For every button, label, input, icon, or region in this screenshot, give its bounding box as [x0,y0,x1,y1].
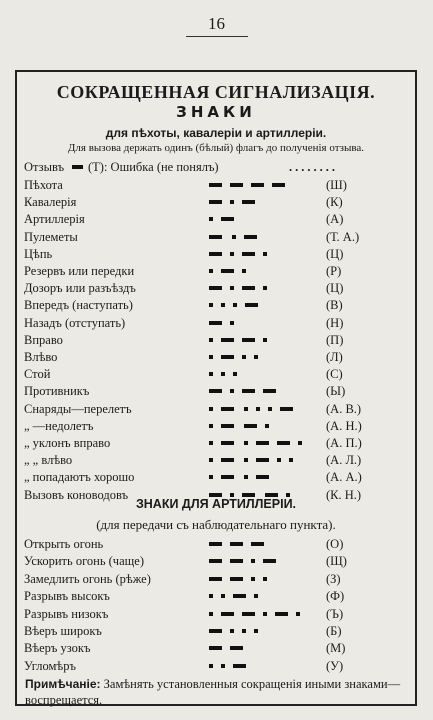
signal-label: Назадъ (отступать) [24,315,126,330]
signal-dot [209,355,213,359]
signal-label: Вѣеръ узокъ [24,641,91,656]
signal-code: (Л) [326,350,343,364]
signal-dot [221,303,225,307]
signal-label: Угломѣръ [24,658,76,673]
signal-dash [230,542,243,546]
signal-dot [265,424,269,428]
signal-code: (Ф) [326,589,345,604]
signal-dot [263,338,267,342]
signal-dash [209,493,222,497]
signal-label: Впередъ (наступать) [24,298,133,313]
signal-pattern [209,612,319,616]
signal-label: „ попадаютъ хорошо [24,470,135,485]
signal-dash [277,441,290,445]
signal-dot [209,372,213,376]
otzyv-text: (Т): Ошибка (не понялъ) [88,160,219,174]
signal-dot [232,235,236,239]
signal-code: (Н) [326,315,344,330]
signal-dash [221,407,234,411]
signal-pattern [209,493,319,497]
signal-pattern [209,664,319,668]
signal-dash [221,458,234,462]
signal-dot [209,424,213,428]
signal-dot [244,407,248,411]
signal-dot [233,303,237,307]
signal-dash [209,559,222,563]
signal-dot [242,269,246,273]
call-note: Для вызова держать одинъ (бѣлый) флагъ до полученія отзыва. [67,142,365,154]
signal-label: Вызовъ коноводовъ [24,487,129,502]
signal-dash [233,594,246,598]
signal-dash [221,217,234,221]
signal-dash [230,559,243,563]
signal-code: (А. А.) [326,470,362,485]
signal-dot [289,458,293,462]
signal-label: Стой [24,367,51,382]
signal-dash [209,183,222,187]
signal-dash [221,612,234,616]
signal-table-frame [15,70,417,706]
signal-dot [230,286,234,290]
signal-dot [263,252,267,256]
signal-dot [230,252,234,256]
signal-dash [263,559,276,563]
signal-dash [280,407,293,411]
signal-dot [268,407,272,411]
signal-label: Вѣеръ широкъ [24,624,102,638]
signal-dash [242,252,255,256]
signal-dot [254,355,258,359]
signal-dash [256,441,269,445]
signal-pattern [209,183,319,187]
signal-pattern [209,235,319,239]
signal-dash [230,183,243,187]
signal-pattern [209,646,319,650]
signal-code: (С) [326,367,343,382]
signal-dash [221,441,234,445]
remark-label: Примѣчаніе: [25,677,101,691]
signal-dot [209,269,213,273]
signal-dash [244,235,257,239]
signal-code: (Щ) [326,554,347,569]
signal-pattern [209,252,319,256]
signal-dash [209,252,222,256]
signal-dash [242,286,255,290]
signal-dot [263,286,267,290]
signal-code: (Р) [326,264,342,278]
signal-pattern [209,286,319,290]
signal-dot [251,559,255,563]
signal-dash [209,200,222,204]
signal-dash [244,424,257,428]
artillery-section-title: ЗНАКИ ДЛЯ АРТИЛЛЕРІИ. [135,497,297,511]
signal-pattern [209,594,319,598]
signal-dash [242,493,255,497]
signal-label: Замедлить огонь (рѣже) [24,571,151,586]
signal-dash [209,235,222,239]
signal-dot [263,577,267,581]
signal-pattern [209,200,319,204]
signal-dash [230,646,243,650]
signal-pattern [209,372,319,376]
signal-dot [230,389,234,393]
signal-label: Открыть огонь [24,537,104,551]
signal-dot [221,664,225,668]
signal-dot [221,372,225,376]
signal-dash [221,269,234,273]
otzyv-dots: ........ [289,160,338,174]
signal-dash [263,389,276,393]
signal-label: Противникъ [24,384,90,399]
signal-dot [254,594,258,598]
signal-dash [221,338,234,342]
signal-dash [221,355,234,359]
signal-dash [209,577,222,581]
signal-pattern [209,355,319,359]
signal-dot [244,458,248,462]
signal-label: „ „ влѣво [24,453,73,468]
signal-code: (К. Н.) [326,487,362,502]
page-number-rule [186,36,248,37]
signal-pattern [209,321,319,325]
signal-dash [251,542,264,546]
signal-dot [209,475,213,479]
signal-pattern [209,577,319,581]
signal-code: (Ц) [326,281,344,296]
signal-label: Артиллерія [24,212,85,227]
signal-dot [254,629,258,633]
signal-dot [256,407,260,411]
signal-label: Влѣво [24,350,58,364]
signal-label: Цѣпь [24,246,53,261]
signal-dot [209,594,213,598]
signal-dot [244,441,248,445]
signal-code: (В) [326,298,343,313]
signal-dash [209,389,222,393]
signal-dot [209,612,213,616]
signal-dot [251,577,255,581]
signal-pattern [209,303,319,307]
signal-code: (Ш) [326,178,347,192]
signal-code: (Б) [326,624,342,638]
signal-label: Кавалерія [24,195,77,210]
signal-code: (О) [326,537,344,551]
page-title: СОКРАЩЕННАЯ СИГНАЛИЗАЦІЯ. [56,82,376,102]
signal-dash [245,303,258,307]
signal-pattern [209,542,319,546]
signal-code: (Ц) [326,246,344,261]
signal-code: (Ы) [326,384,346,399]
signal-dash [209,542,222,546]
signal-dot [244,475,248,479]
signal-dash [221,424,234,428]
signal-dash [209,286,222,290]
signal-code: (М) [326,641,346,656]
signal-dot [296,612,300,616]
remark-text: Замѣнять установленныя сокращенія иными знаками—воспрещается. [25,677,401,707]
signal-code: (А) [326,212,344,227]
signal-pattern [209,424,319,428]
signal-dot [230,321,234,325]
signal-dash [265,493,278,497]
signal-dash [275,612,288,616]
signal-pattern [209,389,319,393]
signal-dash [242,200,255,204]
signal-code: (Т. А.) [326,229,360,244]
signal-pattern [209,458,319,462]
section-subtitle: для пѣхоты, кавалеріи и артиллеріи. [105,126,327,140]
signal-dash [251,183,264,187]
signal-dash [242,389,255,393]
signal-dash [242,612,255,616]
signal-dot [209,407,213,411]
signal-pattern [209,407,319,411]
signal-dash [242,338,255,342]
signal-code: (З) [326,571,341,586]
signal-dot [230,493,234,497]
signal-dot [263,612,267,616]
signal-dot [298,441,302,445]
signal-code: (А. В.) [326,401,362,416]
signal-dot [209,303,213,307]
signal-label: Разрывъ высокъ [24,589,110,604]
artillery-section-note: (для передачи съ наблюдательнаго пункта). [96,517,336,532]
signal-label: Дозоръ или разъѣздъ [24,281,136,296]
signal-pattern [209,441,319,445]
signal-dash [272,183,285,187]
signal-label: Пѣхота [24,178,63,192]
remark [25,676,409,708]
signal-dot [209,458,213,462]
signal-label: Снаряды—перелетъ [24,401,132,416]
signal-dot [242,629,246,633]
signal-label: „ —недолетъ [24,418,94,433]
signal-dash [221,475,234,479]
signal-pattern [209,269,319,273]
signal-label: Разрывъ низокъ [24,606,109,621]
signal-pattern [209,475,319,479]
signal-code: (К) [326,195,343,210]
page-number: 16 [208,14,225,33]
signal-code: (У) [326,658,344,673]
signal-label: Резервъ или передки [24,264,135,278]
signal-dot [209,664,213,668]
signal-label: Пулеметы [24,229,78,244]
signal-label: Ускорить огонь (чаще) [24,554,144,569]
signal-dash [233,664,246,668]
signal-dash [209,646,222,650]
section-title-signs: ЗНАКИ [176,103,256,121]
signal-dot [230,200,234,204]
signal-pattern [209,629,319,633]
signal-pattern [209,338,319,342]
signal-dot [286,493,290,497]
signal-code: (А. Н.) [326,418,362,433]
signal-dash [209,321,222,325]
otzyv-label: Отзывъ [24,160,65,174]
signal-label: Вправо [24,332,63,347]
signal-dash [256,458,269,462]
otzyv-dash [72,165,83,169]
signal-code: (П) [326,332,344,347]
signal-dot [242,355,246,359]
signal-dot [233,372,237,376]
signal-dot [230,629,234,633]
signal-code: (Ъ) [326,606,344,621]
signal-dot [277,458,281,462]
signal-dot [209,217,213,221]
signal-dot [209,441,213,445]
signal-dash [230,577,243,581]
signal-dot [221,594,225,598]
signal-dot [209,338,213,342]
signal-dash [209,629,222,633]
signal-pattern [209,559,319,563]
signal-label: „ уклонъ вправо [24,436,111,450]
signal-code: (А. П.) [326,436,362,450]
signal-code: (А. Л.) [326,453,362,468]
signal-pattern [209,217,319,221]
signal-dash [256,475,269,479]
